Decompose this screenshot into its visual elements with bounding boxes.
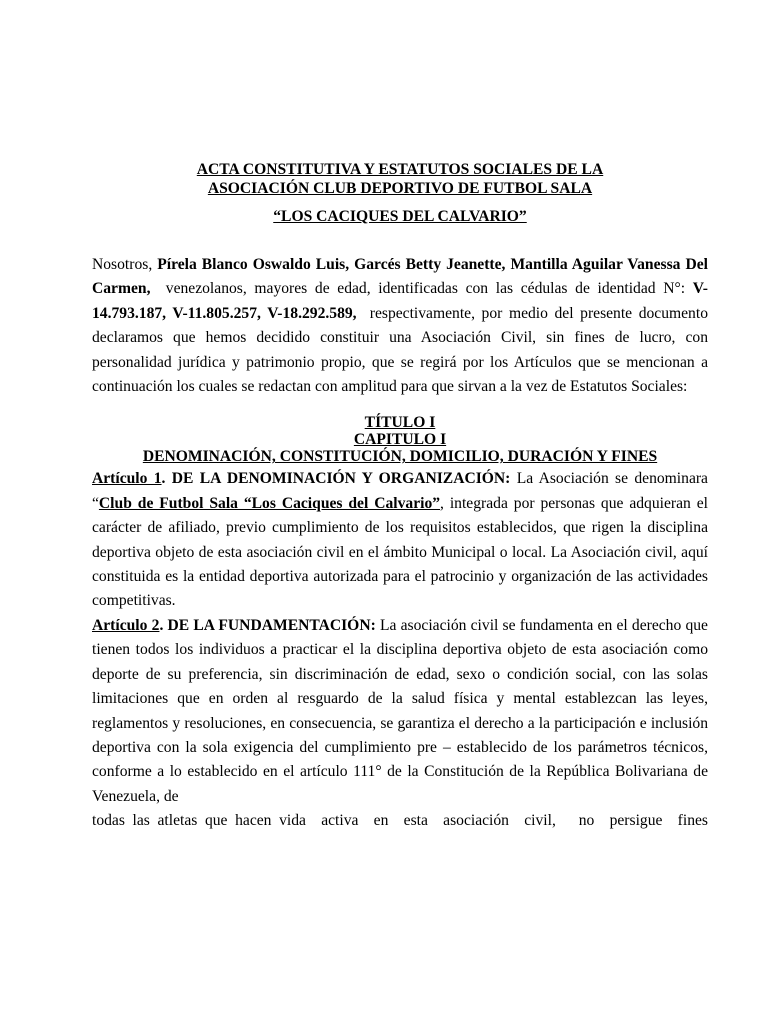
intro-rest: respectivamente, por medio del presente documento declaramos que hemos decidido constituir una Asociación Civil, sin fines de lucro, con personalidad jurídica y patrimonio propio, que se regirá por los Artículos que se mencionan a continuación los cuales se redactan con amplitud para que sirvan a la vez de Estatutos Sociales: bbox=[92, 304, 712, 396]
club-name: Club de Futbol Sala “Los Caciques del Calvario” bbox=[98, 494, 441, 512]
articulo-2-heading: . DE LA FUNDAMENTACIÓN: bbox=[159, 616, 376, 634]
document-title bbox=[92, 160, 708, 198]
section-heading bbox=[92, 414, 708, 465]
intro-paragraph bbox=[92, 253, 712, 399]
articulo-2-text: La asociación civil se fundamenta en el derecho que tienen todos los individuos a practicar el la disciplina deportiva objeto de esta asociación como deporte de su preferencia, sin discriminación de edad, sexo o condición social, con las solas limitaciones que en orden al resguardo de la salud física y mental establezcan las leyes, reglamentos y resoluciones, en consecuencia, se garantiza el derecho a la participación e inclusión deportiva con la sola exigencia del cumplimiento pre – establecido de los parámetros técnicos, conforme a lo establecido en el artículo 111° de la Constitución de la República Bolivariana de Venezuela, de bbox=[92, 616, 708, 805]
id-numbers: V-14.793.187, V-11.805.257, V-18.292.589, bbox=[92, 280, 708, 322]
founder-names: Pírela Blanco Oswaldo Luis, Garcés Betty Jeanette, Mantilla Aguilar Vanessa Del Carmen, bbox=[92, 256, 708, 298]
articulo-1-heading: . DE LA DENOMINACIÓN Y ORGANIZACIÓN: bbox=[161, 470, 511, 488]
document-page bbox=[92, 160, 712, 834]
articulo-2 bbox=[92, 614, 708, 809]
articulo-1-label: Artículo 1 bbox=[92, 470, 162, 488]
articulo-2-last-line: todas las atletas que hacen vida activa en esta asociación civil, no persigue fines bbox=[92, 812, 708, 830]
articulo-1-text-b: , integrada por personas que adquieran el carácter de afiliado, previo cumplimiento de los requisitos establecidos, que rigen la disciplina deportiva objeto de esta asociación civil en el ámbito Municipal o local. La Asociación civil, aquí constituida es la entidad deportiva autorizada para el patrocinio y organización de las actividades competitivas. bbox=[92, 494, 708, 610]
intro-lead: Nosotros, bbox=[92, 256, 158, 273]
titulo-heading: TÍTULO I bbox=[364, 414, 436, 432]
document-subtitle bbox=[92, 207, 708, 226]
articulo-2-label: Artículo 2 bbox=[92, 616, 160, 634]
intro-mid: venezolanos, mayores de edad, identificadas con las cédulas de identidad N°: bbox=[150, 280, 693, 298]
title-line-2: ASOCIACIÓN CLUB DEPORTIVO DE FUTBOL SALA bbox=[207, 180, 593, 197]
articulo-1 bbox=[92, 467, 708, 613]
title-line-3: “LOS CACIQUES DEL CALVARIO” bbox=[273, 208, 527, 225]
title-line-1: ACTA CONSTITUTIVA Y ESTATUTOS SOCIALES DE LA bbox=[196, 161, 604, 178]
articulo-1-text-a: La Asociación se denominara “ bbox=[92, 470, 708, 512]
chapter-name: DENOMINACIÓN, CONSTITUCIÓN, DOMICILIO, DURACIÓN Y FINES bbox=[142, 448, 658, 466]
capitulo-heading: CAPITULO I bbox=[353, 431, 447, 449]
